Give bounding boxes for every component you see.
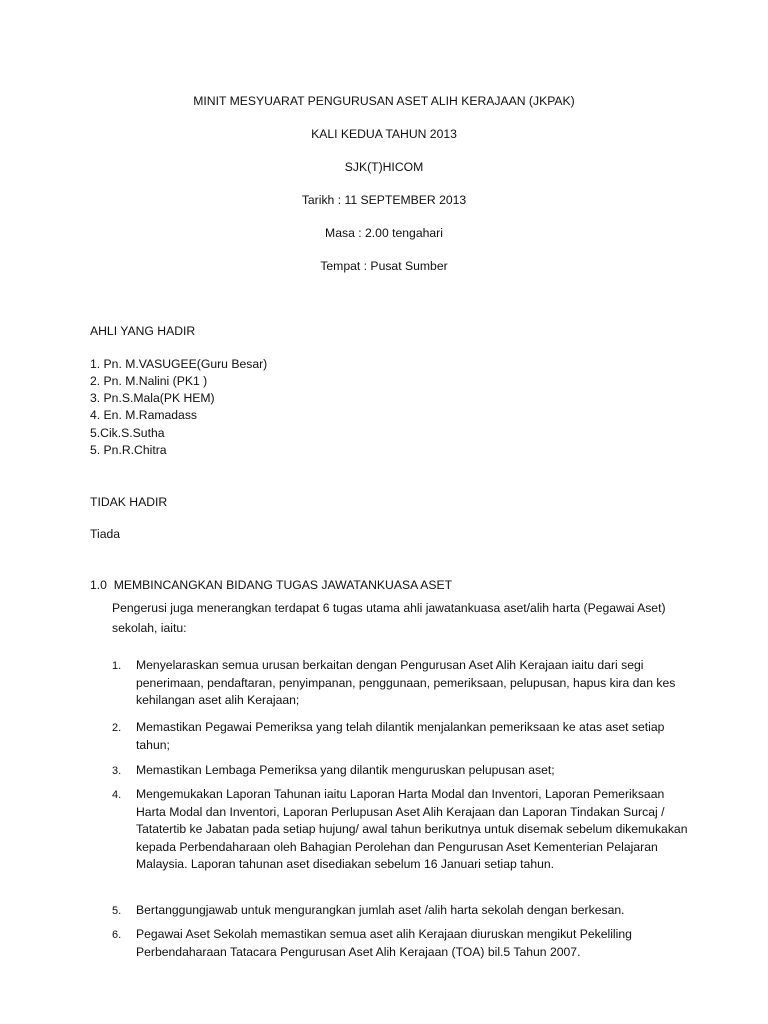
section-heading: 1.0 MEMBINCANGKAN BIDANG TUGAS JAWATANKUASA ASET [90, 578, 453, 592]
list-item-text: Memastikan Pegawai Pemeriksa yang telah dilantik menjalankan pemeriksaan ke atas aset setiap tahun; [136, 720, 665, 752]
meeting-session: KALI KEDUA TAHUN 2013 [311, 127, 457, 141]
list-item-number: 3. [112, 765, 122, 777]
list-item-text: Bertanggungjawab untuk mengurangkan jumlah aset /alih harta sekolah dengan berkesan. [136, 903, 625, 917]
list-item-text: Mengemukakan Laporan Tahunan iaitu Laporan Harta Modal dan Inventori, Laporan Pemeriksaan Harta Modal dan Inventori, Laporan Perlupusan Aset Alih Kerajaan dan Laporan Tindakan Surcaj / Tatatertib ke Jabatan pada setiap hujung/ awal tahun berikutnya untuk disemak sebelum dikemukakan kepada Perbendaharaan oleh Bahagian Perolehan dan Pengurusan Aset Kementerian Pelajaran Malaysia. Laporan tahunan aset disediakan sebelum 16 Januari setiap tahun. [136, 787, 688, 871]
meeting-place: Tempat : Pusat Sumber [320, 259, 448, 273]
member-item: 4. En. M.Ramadass [90, 408, 198, 422]
present-heading: AHLI YANG HADIR [90, 324, 196, 338]
member-item: 1. Pn. M.VASUGEE(Guru Besar) [90, 357, 268, 371]
list-item-text: Memastikan Lembaga Pemeriksa yang dilantik menguruskan pelupusan aset; [136, 763, 555, 777]
document-title: MINIT MESYUARAT PENGURUSAN ASET ALIH KERAJAAN (JKPAK) [193, 94, 575, 108]
absent-heading: TIDAK HADIR [90, 495, 168, 509]
meeting-date: Tarikh : 11 SEPTEMBER 2013 [301, 193, 467, 207]
list-item-text: Menyelaraskan semua urusan berkaitan dengan Pengurusan Aset Alih Kerajaan iaitu dari segi penerimaan, pendaftaran, penyimpanan, penggunaan, pemeriksaan, pelupusan, hapus kira dan kes kehilangan aset alih Kerajaan; [136, 658, 676, 707]
list-item-text: Pegawai Aset Sekolah memastikan semua aset alih Kerajaan diuruskan mengikut Pekeliling Perbendaharaan Tatacara Pengurusan Aset Alih Kerajaan (TOA) bil.5 Tahun 2007. [136, 927, 632, 959]
section-intro: Pengerusi juga menerangkan terdapat 6 tugas utama ahli jawatankuasa aset/alih harta (Pegawai Aset) sekolah, iaitu: [112, 601, 666, 635]
list-item-number: 2. [112, 722, 122, 734]
member-item: 5. Pn.R.Chitra [90, 443, 167, 457]
list-item-number: 1. [112, 660, 122, 672]
school-name: SJK(T)HICOM [344, 160, 424, 174]
member-item: 5.Cik.S.Sutha [90, 426, 165, 440]
list-item-number: 4. [112, 789, 122, 801]
member-item: 3. Pn.S.Mala(PK HEM) [90, 391, 215, 405]
meeting-time: Masa : 2.00 tengahari [325, 226, 443, 240]
member-item: 2. Pn. M.Nalini (PK1 ) [90, 374, 208, 388]
list-item-number: 5. [112, 905, 122, 917]
absent-value: Tiada [90, 527, 121, 541]
list-item-number: 6. [112, 929, 122, 941]
